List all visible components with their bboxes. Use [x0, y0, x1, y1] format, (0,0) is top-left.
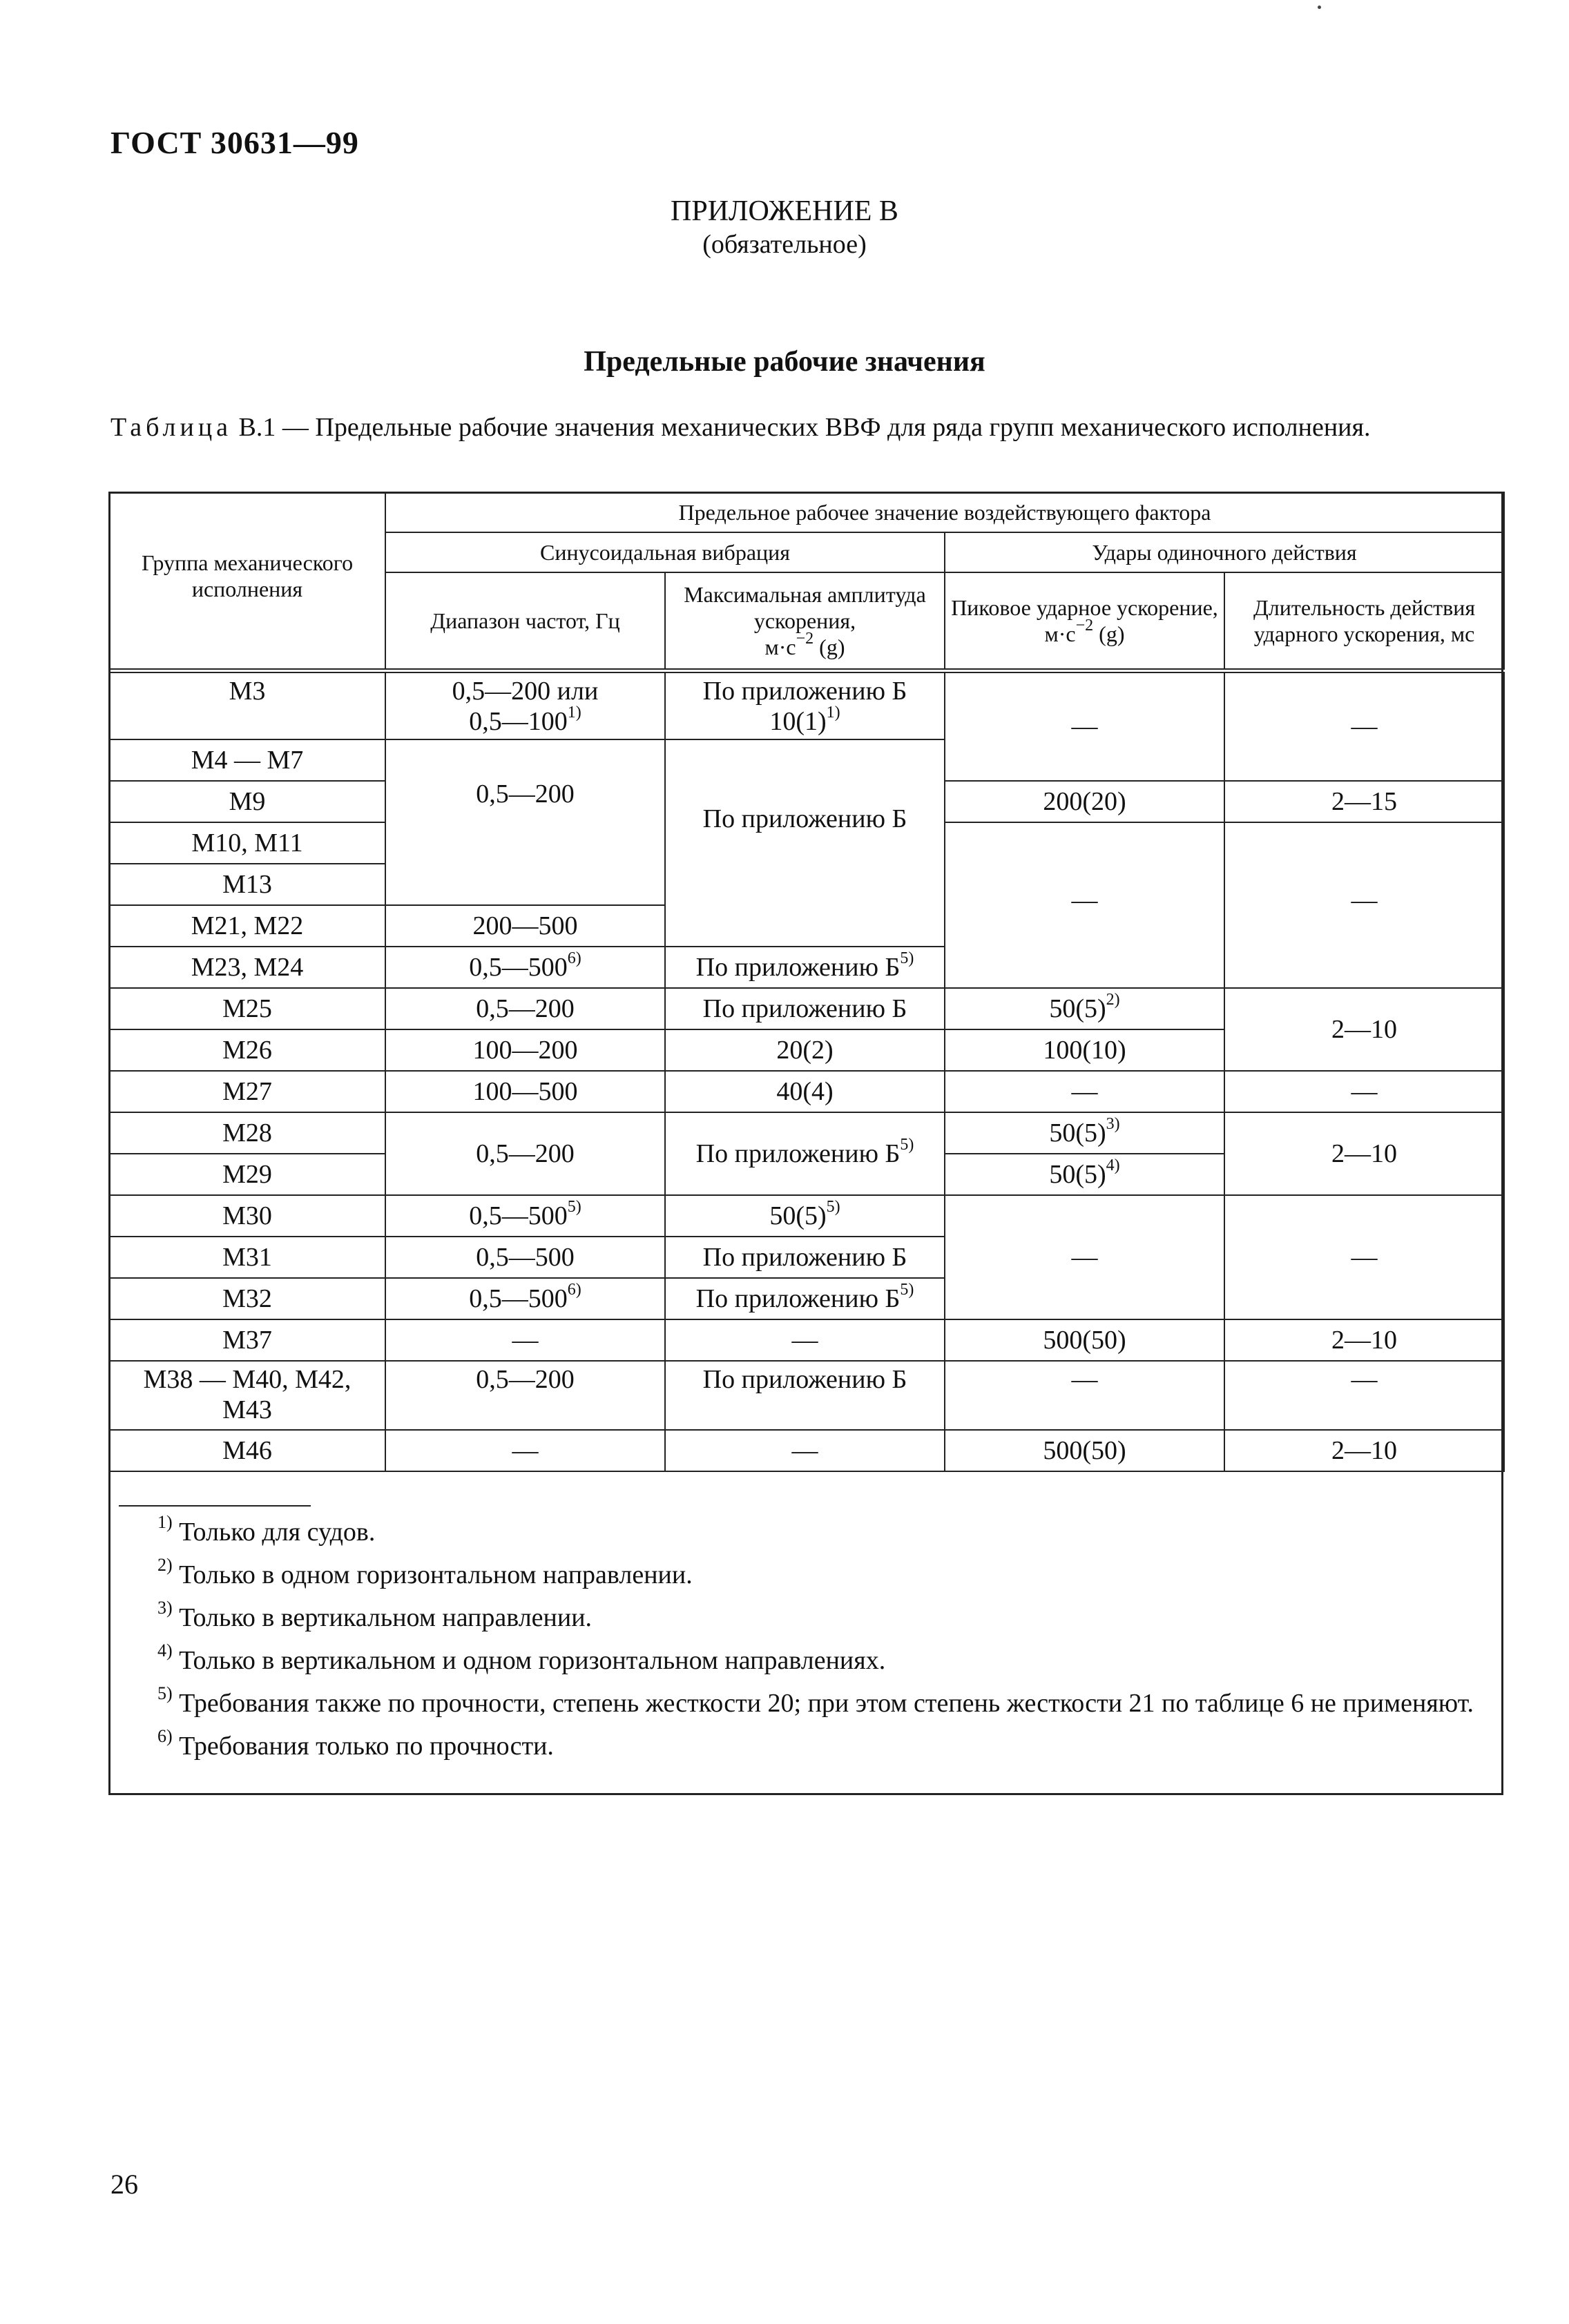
- cell-group: М23, М24: [109, 947, 385, 988]
- col-header-peak-text: Пиковое ударное ускорение, м·с: [951, 594, 1218, 646]
- col-header-amp-exp: −2: [796, 630, 814, 648]
- cell-freq: 0,5—500: [385, 1237, 665, 1278]
- cell-freq: [385, 1278, 665, 1319]
- cell-group: М10, М11: [109, 822, 385, 864]
- footnote: [110, 1640, 1499, 1677]
- col-header-amp: [665, 572, 945, 670]
- cell-freq: [385, 670, 665, 739]
- cell-duration: 2—10: [1224, 1319, 1504, 1361]
- table-row: [109, 1195, 1504, 1237]
- cell-peak: 200(20): [945, 781, 1224, 822]
- footnote-ref: 6): [567, 949, 581, 968]
- footnote: [110, 1598, 1499, 1634]
- footnote-text: Требования также по прочности, степень жесткости 20; при этом степень жесткости 21 по таблице 6 не применяют.: [172, 1689, 1474, 1718]
- scan-speck: [1318, 6, 1321, 9]
- cell-amp: [665, 1278, 945, 1319]
- footnote: [110, 1512, 1499, 1549]
- cell-freq-line2: 0,5—100: [469, 706, 568, 736]
- cell-group: М3: [109, 670, 385, 739]
- cell-group: М31: [109, 1237, 385, 1278]
- cell-group: М38 — М40, М42, М43: [109, 1361, 385, 1430]
- cell-amp: 20(2): [665, 1029, 945, 1071]
- cell-freq: 0,5—200: [385, 988, 665, 1029]
- page-number: 26: [110, 2169, 138, 2200]
- cell-freq: —: [385, 1319, 665, 1361]
- cell-amp: —: [665, 1319, 945, 1361]
- footnote-text: Только для судов.: [172, 1518, 376, 1547]
- col-header-limit: Предельное рабочее значение воздействующего фактора: [385, 492, 1504, 532]
- cell-amp: По приложению Б: [665, 739, 945, 947]
- cell-group: М46: [109, 1430, 385, 1471]
- table-header-row: [109, 492, 1504, 532]
- cell-duration: —: [1224, 1071, 1504, 1112]
- cell-peak: —: [945, 1071, 1224, 1112]
- col-header-peak-exp: −2: [1075, 617, 1094, 635]
- cell-amp: [665, 1112, 945, 1195]
- cell-freq: [385, 1195, 665, 1237]
- cell-amp: [665, 670, 945, 739]
- appendix-title: ПРИЛОЖЕНИЕ В: [671, 195, 898, 227]
- footnote: [110, 1683, 1499, 1720]
- footnote: [110, 1726, 1499, 1763]
- cell-amp-line2: 10(1): [769, 706, 827, 736]
- footnote-ref: 1): [567, 703, 581, 722]
- cell-amp-line1: По приложению Б: [702, 676, 907, 706]
- footnote-ref: 4): [1106, 1156, 1120, 1175]
- cell-amp: [665, 947, 945, 988]
- col-header-group: Группа механического исполнения: [109, 492, 385, 670]
- cell-freq-value: 0,5—500: [469, 1201, 568, 1230]
- cell-amp: По приложению Б: [665, 1361, 945, 1430]
- limits-table: [108, 492, 1505, 1472]
- cell-peak: —: [945, 1361, 1224, 1430]
- cell-duration: 2—10: [1224, 1430, 1504, 1471]
- cell-peak: —: [945, 1195, 1224, 1319]
- footnote-mark: 3): [157, 1598, 173, 1618]
- col-header-freq: Диапазон частот, Гц: [385, 572, 665, 670]
- cell-amp: [665, 1195, 945, 1237]
- cell-freq: —: [385, 1430, 665, 1471]
- document-code: ГОСТ 30631—99: [110, 125, 359, 160]
- table-row: [109, 1112, 1504, 1154]
- footnote-text: Только в вертикальном и одном горизонтальном направлениях.: [172, 1646, 886, 1675]
- footnote-ref: 5): [900, 1281, 914, 1299]
- col-header-peak: [945, 572, 1224, 670]
- col-header-peak-tail: (g): [1093, 621, 1125, 646]
- footnote: [110, 1555, 1499, 1591]
- cell-group: М13: [109, 864, 385, 905]
- cell-peak-value: 50(5): [1049, 1119, 1106, 1148]
- cell-group: М9: [109, 781, 385, 822]
- footnote-divider: [119, 1505, 311, 1507]
- table-caption-label: Таблица: [110, 413, 233, 442]
- table-row: [109, 1071, 1504, 1112]
- cell-group: М4 — М7: [109, 739, 385, 781]
- cell-peak: [945, 1154, 1224, 1195]
- footnote-mark: 2): [157, 1555, 173, 1576]
- cell-freq: 0,5—200: [385, 1112, 665, 1195]
- cell-amp: —: [665, 1430, 945, 1471]
- cell-amp-value: По приложению Б: [695, 953, 901, 982]
- footnote-ref: 1): [826, 703, 840, 722]
- cell-peak-value: 50(5): [1049, 1160, 1106, 1189]
- footnote-mark: 4): [157, 1640, 173, 1661]
- cell-duration: —: [1224, 822, 1504, 988]
- table-row: [109, 1319, 1504, 1361]
- footnote-mark: 5): [157, 1683, 173, 1704]
- footnote-ref: 5): [900, 1136, 914, 1154]
- col-header-shock: Удары одиночного действия: [945, 532, 1504, 572]
- footnote-text: Только в одном горизонтальном направлении.: [172, 1560, 693, 1589]
- cell-group: М21, М22: [109, 905, 385, 947]
- col-header-duration: Длительность действия ударного ускорения, мс: [1224, 572, 1504, 670]
- cell-peak: 500(50): [945, 1430, 1224, 1471]
- cell-amp-value: По приложению Б: [695, 1284, 901, 1313]
- cell-amp-value: 50(5): [769, 1201, 827, 1230]
- cell-amp: По приложению Б: [665, 988, 945, 1029]
- cell-peak: —: [945, 670, 1224, 781]
- cell-group: М28: [109, 1112, 385, 1154]
- footnote-mark: 6): [157, 1726, 173, 1747]
- table-row: [109, 1361, 1504, 1430]
- cell-peak: —: [945, 822, 1224, 988]
- table-row: [109, 670, 1504, 739]
- table-row: [109, 1430, 1504, 1471]
- cell-freq: 100—500: [385, 1071, 665, 1112]
- footnote-ref: 5): [900, 949, 914, 968]
- col-header-amp-text: Максимальная амплитуда ускорения,: [684, 581, 926, 633]
- table-row: [109, 988, 1504, 1029]
- footnote-ref: 6): [567, 1281, 581, 1299]
- section-title: Предельные рабочие значения: [584, 346, 985, 378]
- cell-group: М27: [109, 1071, 385, 1112]
- table-caption-text: В.1 — Предельные рабочие значения механических ВВФ для ряда групп механического исполнения.: [238, 413, 1371, 442]
- cell-freq: 0,5—200: [385, 739, 665, 905]
- footnote-ref: 5): [826, 1198, 840, 1217]
- col-header-amp-unit: м·с: [764, 634, 796, 659]
- appendix-note: (обязательное): [702, 230, 867, 259]
- cell-group: М29: [109, 1154, 385, 1195]
- cell-duration: 2—10: [1224, 1112, 1504, 1195]
- cell-group: М37: [109, 1319, 385, 1361]
- cell-amp-value: По приложению Б: [695, 1139, 901, 1168]
- col-header-sine: Синусоидальная вибрация: [385, 532, 945, 572]
- cell-freq: 100—200: [385, 1029, 665, 1071]
- cell-freq-value: 0,5—500: [469, 953, 568, 982]
- cell-freq: [385, 947, 665, 988]
- cell-group: М32: [109, 1278, 385, 1319]
- cell-duration: 2—10: [1224, 988, 1504, 1071]
- cell-peak: [945, 988, 1224, 1029]
- cell-duration: 2—15: [1224, 781, 1504, 822]
- cell-amp: 40(4): [665, 1071, 945, 1112]
- footnote-mark: 1): [157, 1512, 173, 1533]
- cell-peak-value: 50(5): [1049, 994, 1106, 1023]
- footnotes: [110, 1512, 1499, 1772]
- cell-freq-line1: 0,5—200 или: [452, 676, 599, 706]
- cell-peak: [945, 1112, 1224, 1154]
- footnote-text: Только в вертикальном направлении.: [172, 1603, 593, 1632]
- cell-freq: 200—500: [385, 905, 665, 947]
- cell-duration: —: [1224, 1361, 1504, 1430]
- cell-amp: По приложению Б: [665, 1237, 945, 1278]
- table-caption: [110, 411, 1502, 443]
- cell-duration: —: [1224, 670, 1504, 781]
- cell-group: М26: [109, 1029, 385, 1071]
- col-header-amp-tail: (g): [814, 634, 845, 659]
- cell-freq: 0,5—200: [385, 1361, 665, 1430]
- footnote-text: Требования только по прочности.: [172, 1732, 554, 1761]
- cell-duration: —: [1224, 1195, 1504, 1319]
- cell-group: М25: [109, 988, 385, 1029]
- cell-group: М30: [109, 1195, 385, 1237]
- footnote-ref: 2): [1106, 991, 1120, 1009]
- appendix-heading: [0, 195, 1569, 261]
- footnote-ref: 3): [1106, 1115, 1120, 1134]
- cell-freq-value: 0,5—500: [469, 1284, 568, 1313]
- cell-peak: 100(10): [945, 1029, 1224, 1071]
- cell-peak: 500(50): [945, 1319, 1224, 1361]
- footnote-ref: 5): [567, 1198, 581, 1217]
